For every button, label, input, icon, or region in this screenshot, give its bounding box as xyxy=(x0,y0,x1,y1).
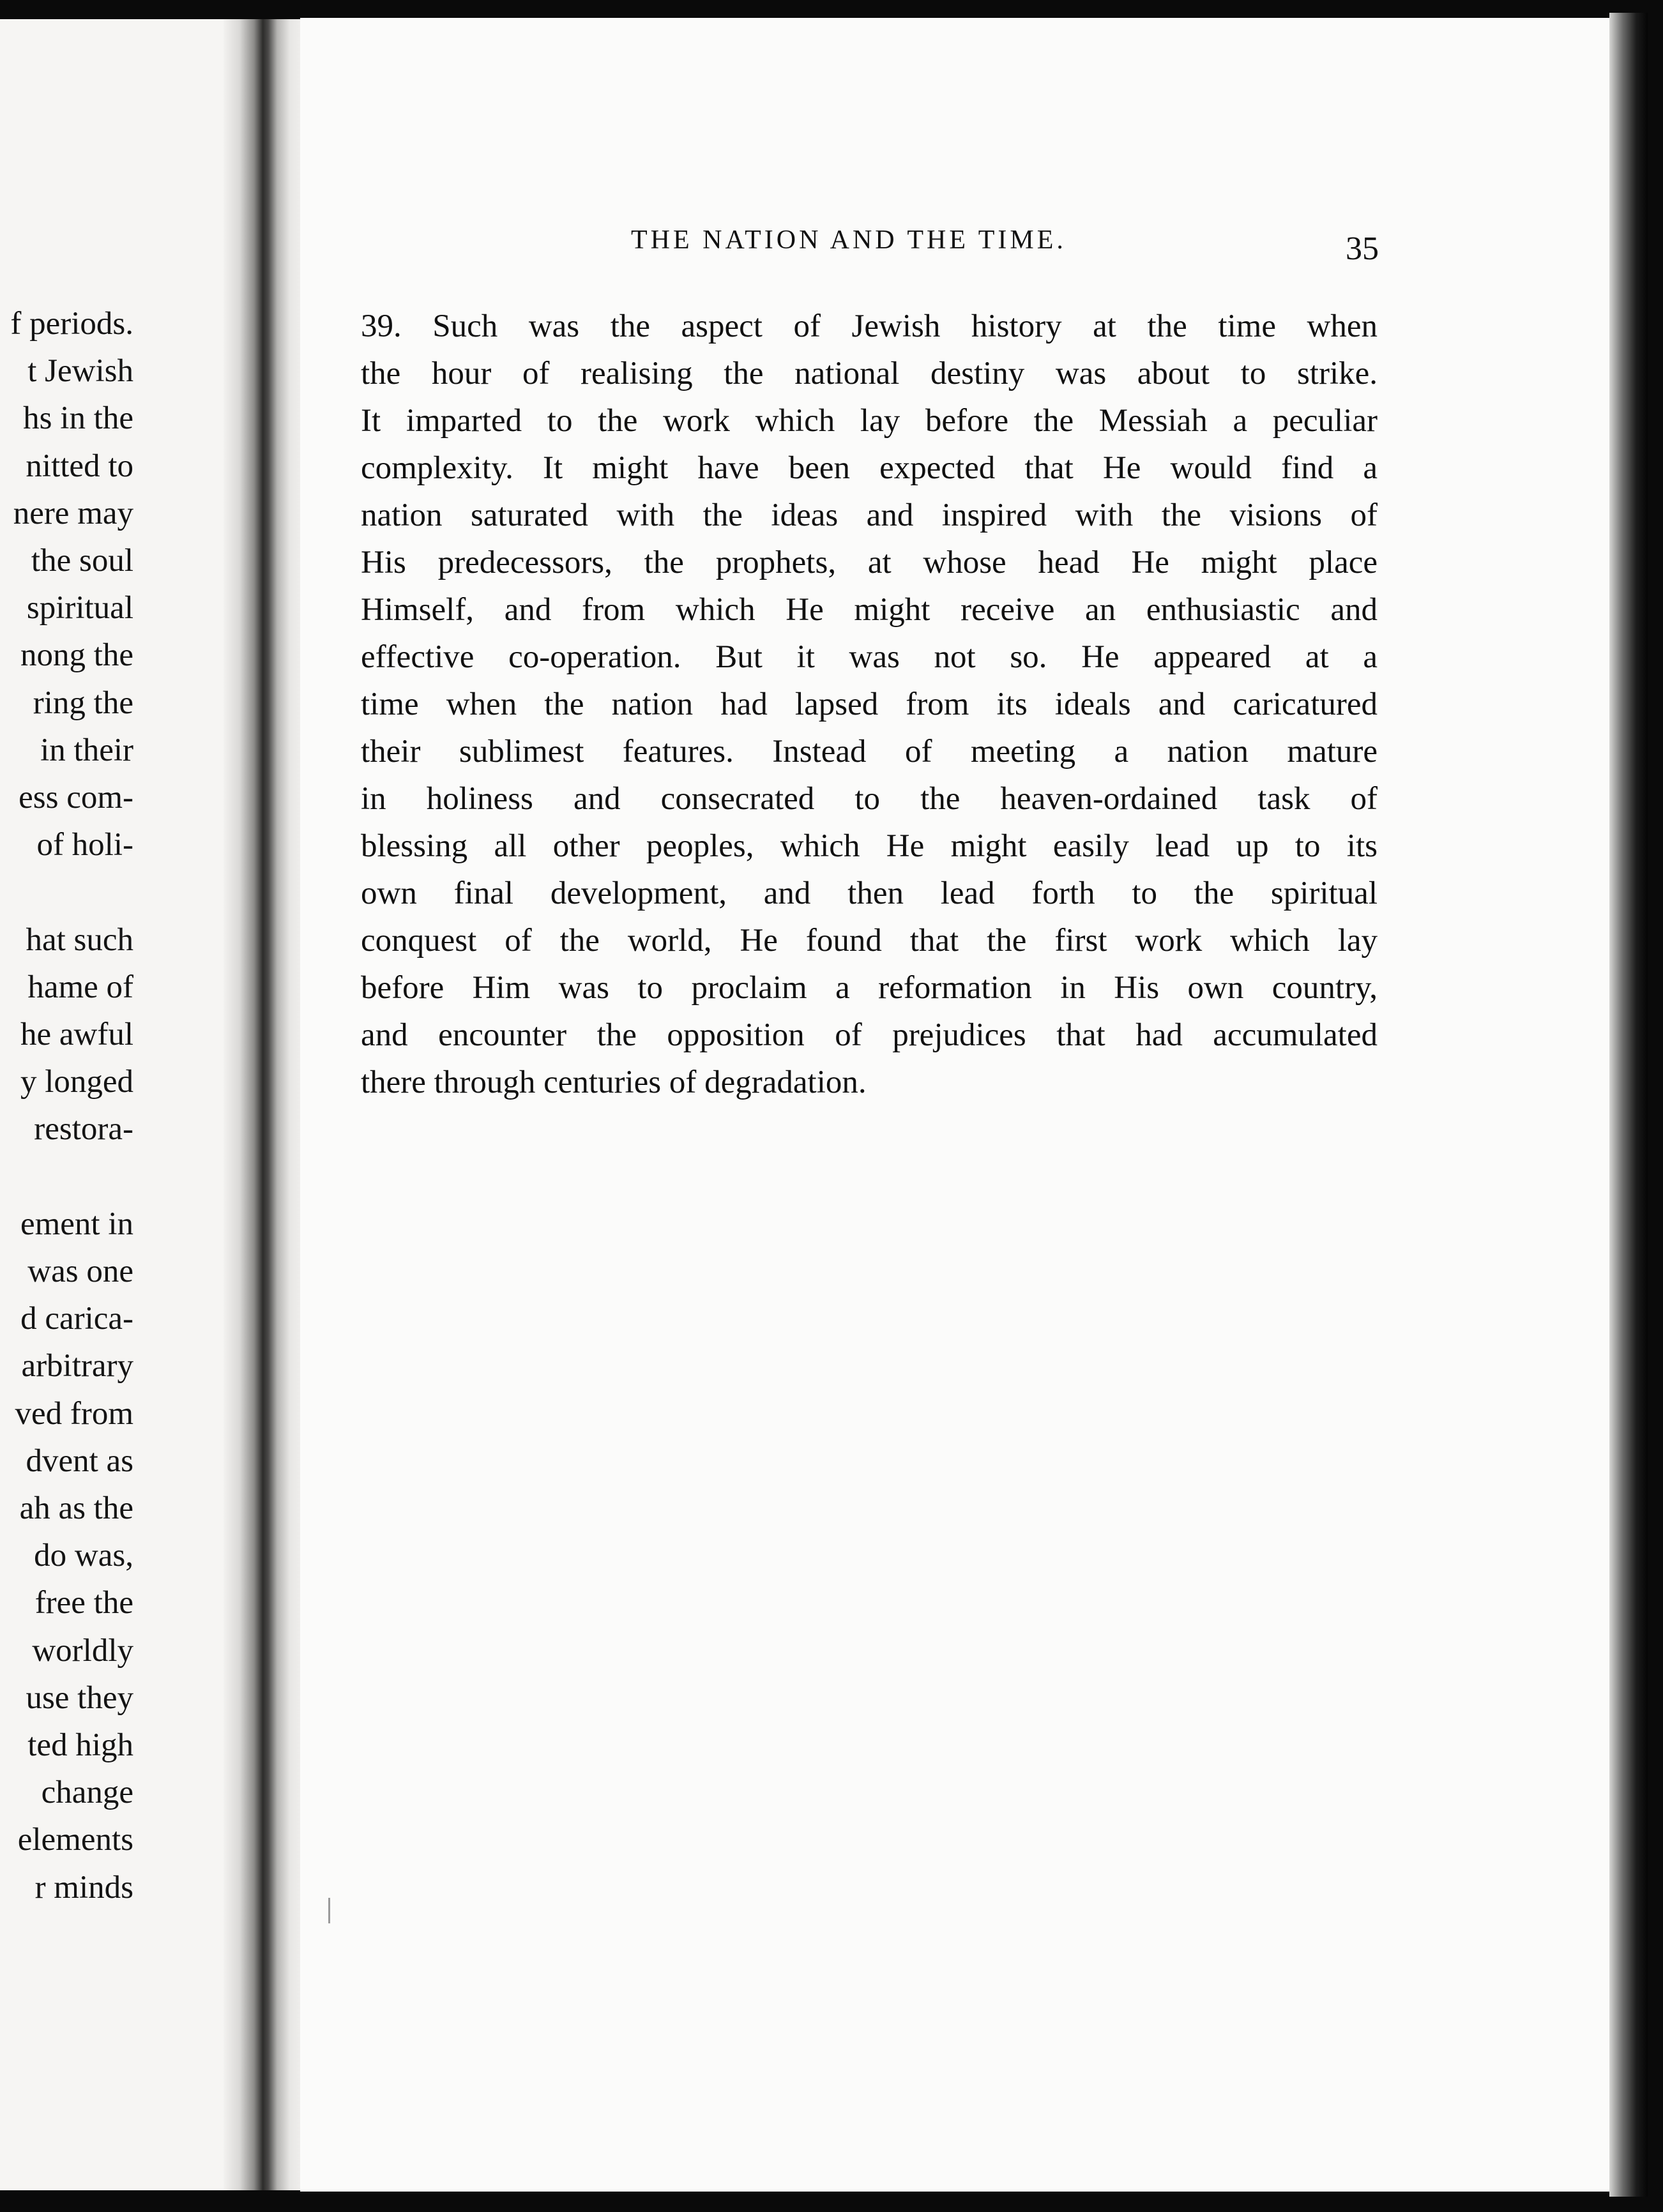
text-line: time when the nation had lapsed from its ideals and caricatured xyxy=(361,686,1378,722)
text-line: His predecessors, the prophets, at whose head He might place xyxy=(361,545,1378,580)
text-line: complexity. It might have been expected that He would find a xyxy=(361,450,1378,486)
left-page-line: restora- xyxy=(34,1111,133,1148)
text-line: in holiness and consecrated to the heaven-ordained task of xyxy=(361,781,1378,817)
text-line: 39. Such was the aspect of Jewish history at the time when xyxy=(361,308,1378,344)
paragraph-39 xyxy=(361,303,1378,1106)
left-page-line: in their xyxy=(40,732,133,768)
left-page-line: was one xyxy=(27,1254,133,1289)
left-page-line: ted high xyxy=(27,1727,133,1763)
left-page-line: nere may xyxy=(13,495,133,531)
page-edge-shadow xyxy=(1609,13,1648,2197)
left-page-line: d carica- xyxy=(20,1301,133,1337)
text-line: nation saturated with the ideas and inspired with the visions of xyxy=(361,497,1378,533)
left-page-line: the soul xyxy=(31,543,133,579)
scan-speck xyxy=(328,1898,330,1923)
left-page-line: f periods. xyxy=(10,306,133,342)
left-page-line: y longed xyxy=(20,1064,133,1100)
text-line: conquest of the world, He found that the first work which lay xyxy=(361,923,1378,958)
left-page-line: change xyxy=(41,1775,133,1811)
left-page-line: elements xyxy=(17,1822,133,1858)
left-page-line: free the xyxy=(34,1585,133,1621)
left-page-line: ement in xyxy=(20,1206,133,1242)
text-line: there through centuries of degradation. xyxy=(361,1064,867,1100)
left-page-line: nitted to xyxy=(26,448,133,484)
text-line: and encounter the opposition of prejudices that had accumulated xyxy=(361,1017,1378,1053)
running-head: THE NATION AND THE TIME. xyxy=(631,225,1067,255)
text-line: It imparted to the work which lay before the Messiah a peculiar xyxy=(361,403,1378,439)
text-line: Himself, and from which He might receive an enthusiastic and xyxy=(361,592,1378,628)
text-line: blessing all other peoples, which He might easily lead up to its xyxy=(361,828,1378,864)
left-page-line: arbitrary xyxy=(21,1348,133,1384)
left-page-line: dvent as xyxy=(26,1443,133,1479)
text-line: the hour of realising the national destiny was about to strike. xyxy=(361,356,1378,391)
left-page-line: hs in the xyxy=(23,400,133,437)
text-line: before Him was to proclaim a reformation in His own country, xyxy=(361,970,1378,1006)
text-line: effective co-operation. But it was not so. He appeared at a xyxy=(361,639,1378,675)
page-number: 35 xyxy=(1346,231,1379,267)
left-page-line: he awful xyxy=(20,1017,133,1052)
left-page-line: use they xyxy=(26,1679,133,1716)
left-page-line: ved from xyxy=(15,1395,133,1432)
left-page-line: do was, xyxy=(34,1538,133,1574)
left-page-line: ess com- xyxy=(19,780,133,815)
left-page-line: ah as the xyxy=(19,1490,133,1526)
left-page-line: worldly xyxy=(32,1632,133,1669)
left-page-line: nong the xyxy=(20,637,133,674)
binding-gutter xyxy=(224,19,313,2190)
left-page-line: spiritual xyxy=(26,590,133,626)
left-page-line: hat such xyxy=(26,921,133,958)
left-page-line: t Jewish xyxy=(27,353,133,390)
left-facing-page xyxy=(0,19,252,2190)
left-page-line: ring the xyxy=(33,685,133,721)
left-page-line: r minds xyxy=(34,1869,133,1905)
left-page-line: hame of xyxy=(27,969,133,1005)
text-line: own final development, and then lead forth to the spiritual xyxy=(361,875,1378,911)
text-line: their sublimest features. Instead of meeting a nation mature xyxy=(361,734,1378,769)
left-page-line: of holi- xyxy=(36,827,133,863)
